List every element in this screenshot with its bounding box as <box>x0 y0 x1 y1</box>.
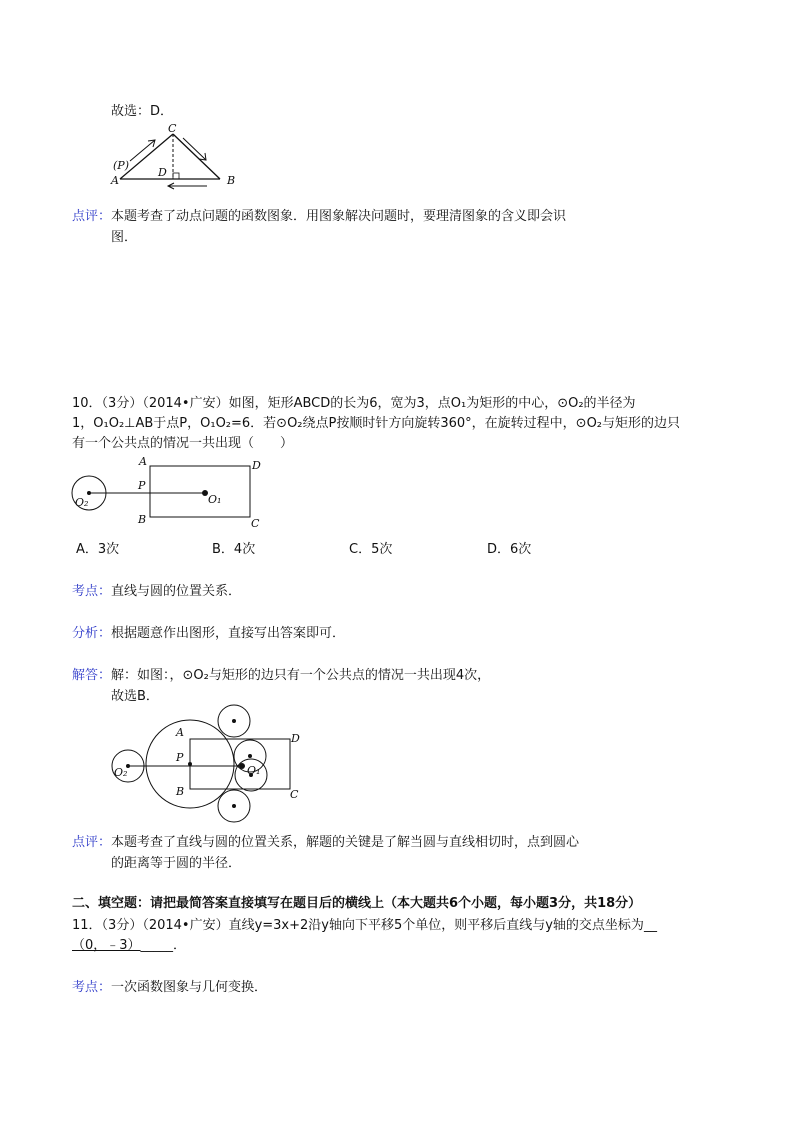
q10-comment-text: 本题考查了直线与圆的位置关系，解题的关键是了解当圆与直线相切时，点到圆心 <box>111 835 580 850</box>
fig2-label-p: P <box>176 751 184 764</box>
q10-jieda <box>72 664 490 683</box>
fig1-label-d: D <box>158 166 167 179</box>
q10-fenxi <box>72 622 345 641</box>
option-c: C．5次 <box>349 542 393 557</box>
q11-kaodian-label: 考点： <box>72 980 112 995</box>
fig-label-o2: O₂ <box>75 496 89 509</box>
q10-kaodian <box>72 580 241 599</box>
q10-stem-line3: 有一个公共点的情况一共出现（ ） <box>72 436 294 451</box>
fig2-label-o1: O₁ <box>247 764 261 777</box>
option-a: A．3次 <box>76 542 120 557</box>
fig-label-a: A <box>139 455 147 468</box>
fig1-label-c: C <box>168 122 177 135</box>
option-d: D．6次 <box>487 542 532 557</box>
choice-text: 故选：D． <box>111 104 174 119</box>
fig-label-c: C <box>251 517 260 530</box>
q10-comment-line2: 的距离等于圆的半径． <box>111 856 242 871</box>
q11-answer-line <box>72 934 186 953</box>
fig2-label-c: C <box>290 788 299 801</box>
kaodian-text: 直线与圆的位置关系． <box>111 584 242 599</box>
fig-label-o1: O₁ <box>208 493 222 506</box>
jieda-text: 解：如图：，⊙O₂与矩形的边只有一个公共点的情况一共出现4次， <box>111 668 491 683</box>
q10-stem-line1: 10．（3分）（2014•广安）如图，矩形ABCD的长为6，宽为3，点O₁为矩形的中心，⊙O₂的半径为 <box>72 396 636 411</box>
q11-answer: （0，﹣3） <box>72 938 141 953</box>
fig2-label-b: B <box>176 785 185 798</box>
q11-blank-pre: __ <box>643 918 657 933</box>
solution-figure <box>110 703 310 823</box>
fig1-label-p: (P) <box>113 159 129 172</box>
fig2-label-d: D <box>291 732 300 745</box>
jieda-label: 解答： <box>72 668 112 683</box>
comment-text: 本题考查了动点问题的函数图象．用图象解决问题时，要理清图象的含义即会识 <box>111 209 567 224</box>
fig2-label-a: A <box>176 726 184 739</box>
fenxi-text: 根据题意作出图形，直接写出答案即可． <box>111 626 346 641</box>
q11-kaodian <box>72 976 267 995</box>
comment-1 <box>72 205 566 224</box>
q10-comment-label: 点评： <box>72 835 112 850</box>
fig1-label-b: B <box>227 174 236 187</box>
rectangle-figure <box>72 455 272 531</box>
fig-label-p: P <box>138 479 146 492</box>
q10-stem-line2: 1，O₁O₂⊥AB于点P，O₁O₂=6．若⊙O₂绕点P按顺时针方向旋转360°，在旋转过程中，⊙O₂与矩形的边只 <box>72 416 681 431</box>
q11-stem-line1 <box>72 914 657 933</box>
q11-kaodian-text: 一次函数图象与几何变换． <box>111 980 268 995</box>
q11-blank-post: _____ <box>140 938 174 953</box>
fig-label-b: B <box>138 513 147 526</box>
comment-label: 点评： <box>72 209 112 224</box>
option-b: B．4次 <box>212 542 256 557</box>
q10-jieda-line2: 故选B． <box>111 689 159 704</box>
comment-1-line2: 图． <box>111 230 138 245</box>
q11-period: ． <box>173 938 187 953</box>
fig-label-d: D <box>252 459 261 472</box>
fig2-label-o2: O₂ <box>114 766 128 779</box>
q10-comment <box>72 831 579 850</box>
section-title: 二、填空题：请把最简答案直接填写在题目后的横线上（本大题共6个小题，每小题3分，共18分） <box>72 896 642 911</box>
q11-stem-text: 11．（3分）（2014•广安）直线y=3x+2沿y轴向下平移5个单位，则平移后直线与y轴的交点坐标为 <box>72 918 644 933</box>
fenxi-label: 分析： <box>72 626 112 641</box>
fig1-label-a: A <box>111 174 119 187</box>
kaodian-label: 考点： <box>72 584 112 599</box>
triangle-figure <box>110 124 250 190</box>
